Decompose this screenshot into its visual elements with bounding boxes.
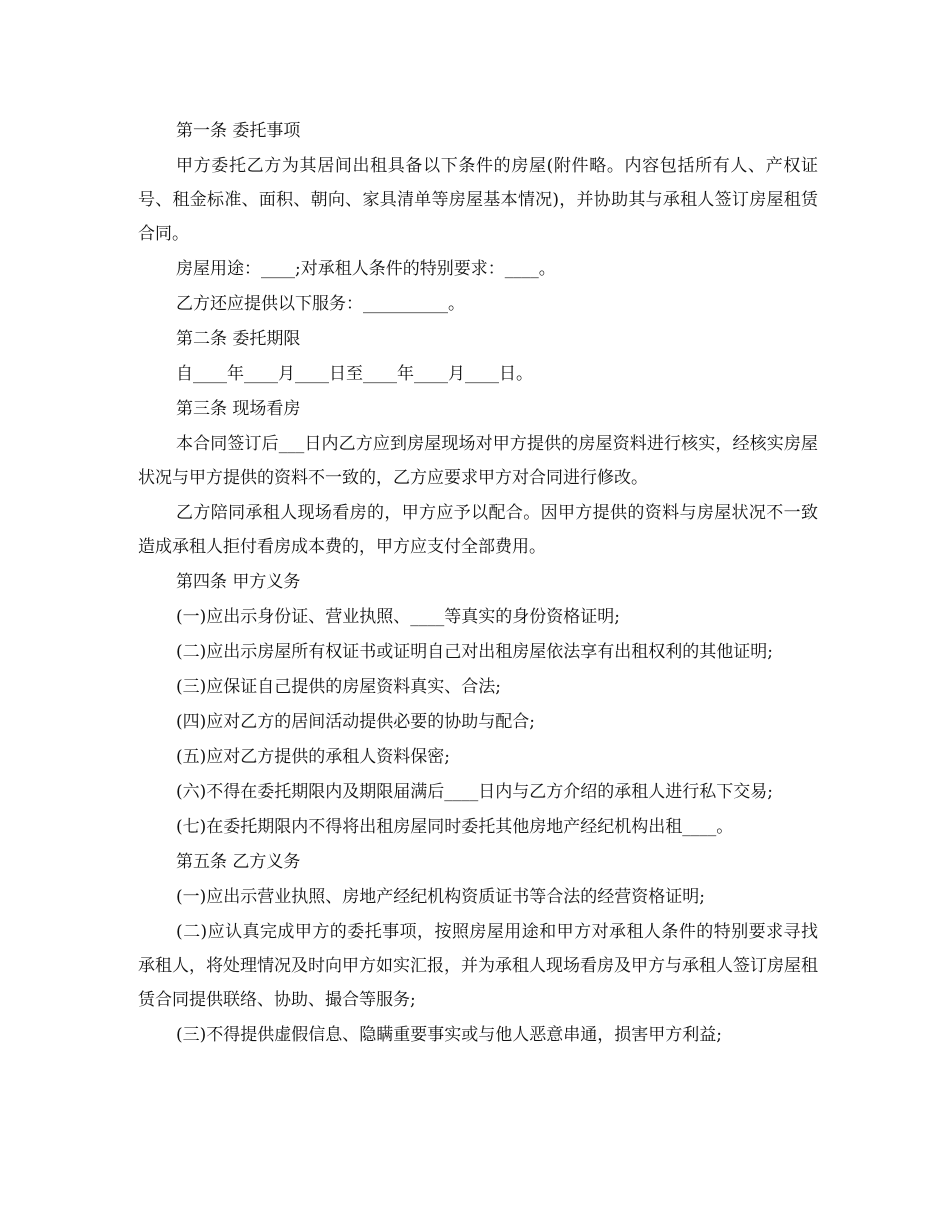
article-4-item-3: (三)应保证自己提供的房屋资料真实、合法; bbox=[176, 677, 501, 697]
article-1-heading: 第一条 委托事项 bbox=[176, 121, 301, 141]
article-5-item-2: (二)应认真完成甲方的委托事项，按照房屋用途和甲方对承租人条件的特别要求寻找承租人，将处理情况及时向甲方如实汇报，并为承租人现场看房及甲方与承租人签订房屋租赁合同提供联络、协助、撮合等服务; bbox=[138, 922, 818, 1010]
article-1-paragraph: 甲方委托乙方为其居间出租具备以下条件的房屋(附件略。内容包括所有人、产权证号、租金标准、面积、朝向、家具清单等房屋基本情况)，并协助其与承租人签订房屋租赁合同。 bbox=[138, 156, 818, 244]
document-body bbox=[138, 114, 818, 1053]
house-usage-line: 房屋用途：____;对承租人条件的特别要求：____。 bbox=[176, 259, 556, 279]
extra-services-line: 乙方还应提供以下服务：__________。 bbox=[176, 294, 465, 314]
article-4-item-6: (六)不得在委托期限内及期限届满后____日内与乙方介绍的承租人进行私下交易; bbox=[176, 782, 773, 802]
article-5-heading: 第五条 乙方义务 bbox=[176, 852, 301, 872]
article-4-item-5: (五)应对乙方提供的承租人资料保密; bbox=[176, 747, 450, 767]
article-3-paragraph-1: 本合同签订后___日内乙方应到房屋现场对甲方提供的房屋资料进行核实，经核实房屋状况与甲方提供的资料不一致的，乙方应要求甲方对合同进行修改。 bbox=[138, 434, 818, 488]
article-2-heading: 第二条 委托期限 bbox=[176, 329, 301, 349]
article-3-heading: 第三条 现场看房 bbox=[176, 399, 301, 419]
article-5-item-3: (三)不得提供虚假信息、隐瞒重要事实或与他人恶意串通，损害甲方利益; bbox=[176, 1025, 722, 1045]
article-5-item-1: (一)应出示营业执照、房地产经纪机构资质证书等合法的经营资格证明; bbox=[176, 887, 705, 907]
article-3-paragraph-2: 乙方陪同承租人现场看房的，甲方应予以配合。因甲方提供的资料与房屋状况不一致造成承租人拒付看房成本费的，甲方应支付全部费用。 bbox=[138, 503, 818, 557]
article-4-item-2: (二)应出示房屋所有权证书或证明自己对出租房屋依法享有出租权利的其他证明; bbox=[176, 642, 773, 662]
term-dates-line: 自____年____月____日至____年____月____日。 bbox=[176, 364, 533, 384]
article-4-item-4: (四)应对乙方的居间活动提供必要的协助与配合; bbox=[176, 712, 535, 732]
article-4-item-1: (一)应出示身份证、营业执照、____等真实的身份资格证明; bbox=[176, 607, 620, 627]
article-4-item-7: (七)在委托期限内不得将出租房屋同时委托其他房地产经纪机构出租____。 bbox=[176, 817, 734, 837]
article-4-heading: 第四条 甲方义务 bbox=[176, 572, 301, 592]
